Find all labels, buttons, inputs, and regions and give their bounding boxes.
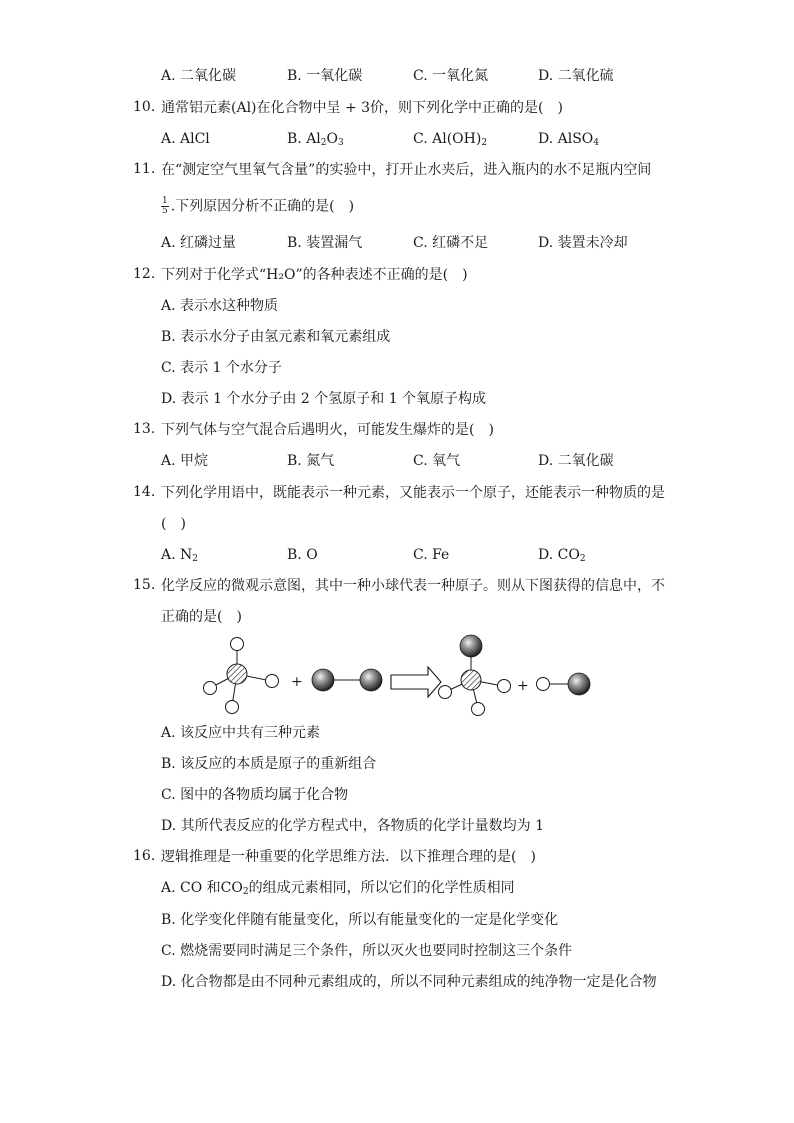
white-atom bbox=[231, 638, 244, 651]
q15-option-a: A. 该反应中共有三种元素 bbox=[161, 725, 321, 741]
q12-option-c: C. 表示 1 个水分子 bbox=[161, 360, 282, 376]
product-molecule-2 bbox=[537, 673, 591, 695]
q16-option-a: A. CO 和$CO_2$的组成元素相同，所以它们的化学性质相同 bbox=[161, 880, 515, 897]
white-atom bbox=[266, 675, 279, 688]
q13-option-c: C. 氧气 bbox=[413, 453, 461, 469]
q13-option-a: A. 甲烷 bbox=[161, 453, 209, 469]
q14-number: 14. bbox=[133, 484, 156, 500]
q12-option-a: A. 表示水这种物质 bbox=[161, 298, 279, 314]
plus-sign: + bbox=[291, 674, 303, 690]
q11-option-d: D. 装置未冷却 bbox=[538, 235, 628, 251]
white-atom bbox=[498, 680, 511, 693]
q13-option-b: B. 氮气 bbox=[287, 453, 335, 469]
q16-option-c: C. 燃烧需要同时满足三个条件，所以灭火也要同时控制这三个条件 bbox=[161, 943, 573, 959]
white-atom bbox=[226, 701, 239, 714]
dark-atom bbox=[460, 635, 482, 657]
q16-option-b: B. 化学变化伴随有能量变化，所以有能量变化的一定是化学变化 bbox=[161, 912, 559, 928]
q10-number: 10. bbox=[133, 99, 156, 115]
q15-option-d: D. 其所代表反应的化学方程式中，各物质的化学计量数均为 1 bbox=[161, 818, 544, 834]
dark-atom bbox=[360, 669, 382, 691]
q11-option-a: A. 红磷过量 bbox=[161, 235, 237, 251]
q14-option-b: B. O bbox=[287, 547, 318, 563]
q11-option-c: C. 红磷不足 bbox=[413, 235, 489, 251]
q13-stem: 下列气体与空气混合后遇明火，可能发生爆炸的是( ) bbox=[161, 422, 494, 438]
q16-stem: 逻辑推理是一种重要的化学思维方法．以下推理合理的是( ) bbox=[161, 849, 536, 865]
hatched-atom bbox=[461, 670, 481, 690]
q14-option-a: A. $N_2$ bbox=[161, 547, 198, 564]
q15-stem-line2: 正确的是( ) bbox=[161, 609, 242, 625]
reaction-diagram bbox=[195, 632, 605, 718]
white-atom bbox=[439, 686, 452, 699]
q15-stem-line1: 化学反应的微观示意图，其中一种小球代表一种原子。则从下图获得的信息中，不 bbox=[161, 578, 665, 594]
q14-stem-line2: ( ) bbox=[161, 516, 186, 532]
q15-option-c: C. 图中的各物质均属于化合物 bbox=[161, 787, 349, 803]
q9-option-d: D. 二氧化硫 bbox=[538, 68, 614, 84]
q12-option-d: D. 表示 1 个水分子由 2 个氢原子和 1 个氧原子构成 bbox=[161, 391, 487, 407]
q9-option-b: B. 一氧化碳 bbox=[287, 68, 363, 84]
white-atom bbox=[472, 703, 485, 716]
q12-stem: 下列对于化学式“H₂O”的各种表述不正确的是( ) bbox=[161, 267, 468, 283]
dark-atom bbox=[312, 669, 334, 691]
q9-option-a: A. 二氧化碳 bbox=[161, 68, 237, 84]
plus-sign: + bbox=[517, 678, 529, 694]
q10-option-c: C. $Al(OH)_2$ bbox=[413, 131, 488, 148]
q10-option-b: B. $Al_2O_3$ bbox=[287, 131, 344, 148]
hatched-atom bbox=[227, 664, 247, 684]
white-atom bbox=[204, 682, 217, 695]
q16-option-d: D. 化合物都是由不同种元素组成的，所以不同种元素组成的纯净物一定是化合物 bbox=[161, 974, 657, 990]
q15-option-b: B. 该反应的本质是原子的重新组合 bbox=[161, 756, 377, 772]
product-molecule-1 bbox=[439, 635, 511, 716]
q14-option-d: D. $CO_2$ bbox=[538, 547, 586, 564]
q11-stem-line2: $\frac{1}{5}$ .下列原因分析不正确的是( ) bbox=[162, 196, 355, 216]
q12-option-b: B. 表示水分子由氢元素和氧元素组成 bbox=[161, 329, 391, 345]
q9-option-c: C. 一氧化氮 bbox=[413, 68, 489, 84]
reactant-molecule-2 bbox=[312, 669, 382, 691]
q12-number: 12. bbox=[133, 266, 156, 282]
reaction-arrow-icon bbox=[391, 667, 441, 697]
fraction: $\frac{1}{5}$ bbox=[162, 196, 168, 216]
q10-option-a: A. AlCl bbox=[161, 131, 210, 147]
q15-number: 15. bbox=[133, 577, 156, 593]
q10-stem: 通常铝元素(Al)在化合物中呈 + 3价，则下列化学中正确的是( ) bbox=[161, 100, 563, 116]
q11-stem-line1: 在“测定空气里氧气含量”的实验中，打开止水夹后，进入瓶内的水不足瓶内空间 bbox=[161, 162, 652, 178]
q14-option-c: C. Fe bbox=[413, 547, 450, 563]
dark-atom bbox=[568, 673, 590, 695]
q16-number: 16. bbox=[133, 848, 156, 864]
q13-option-d: D. 二氧化碳 bbox=[538, 453, 614, 469]
q13-number: 13. bbox=[133, 421, 156, 437]
q14-stem-line1: 下列化学用语中，既能表示一种元素，又能表示一个原子，还能表示一种物质的是 bbox=[161, 485, 665, 501]
reactant-molecule-1 bbox=[204, 638, 279, 714]
q11-option-b: B. 装置漏气 bbox=[287, 235, 363, 251]
white-atom bbox=[537, 678, 550, 691]
q10-option-d: D. AlSO$_4$ bbox=[538, 131, 600, 148]
q11-number: 11. bbox=[133, 161, 156, 177]
